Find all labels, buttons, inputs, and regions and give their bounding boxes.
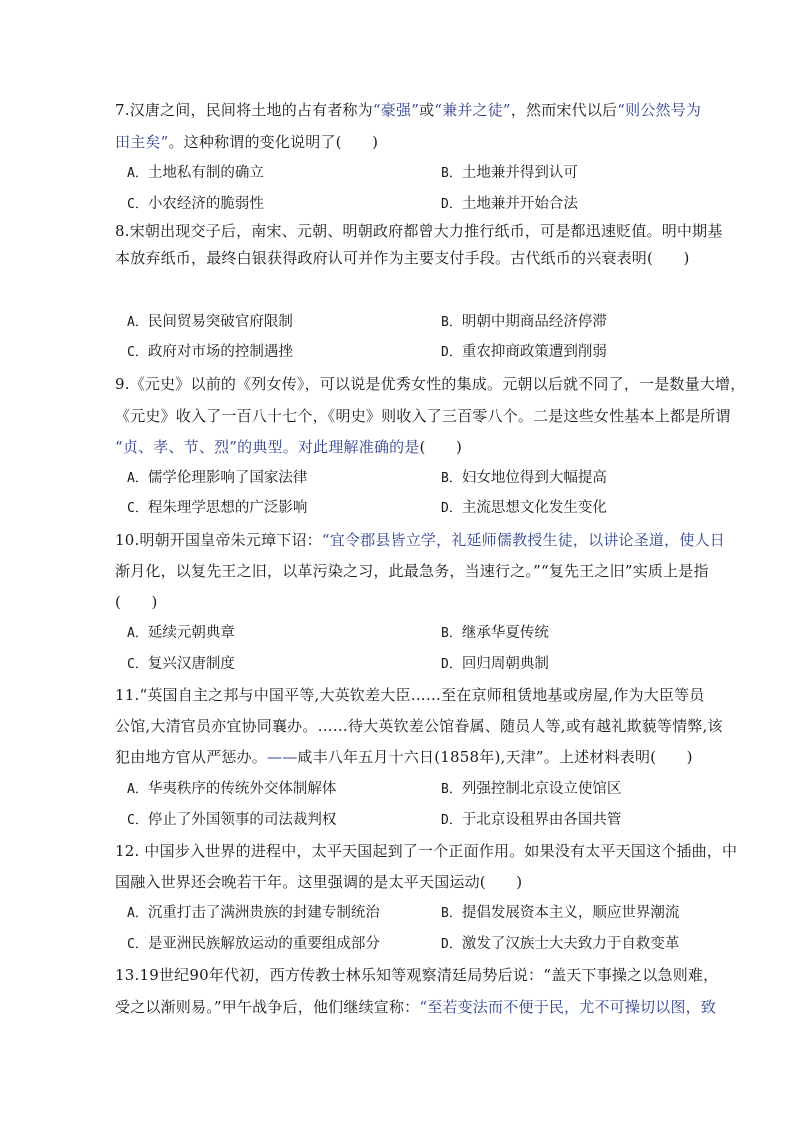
- option-text: 沉重打击了满洲贵族的封建专制统治: [147, 905, 380, 921]
- q7-stem-line-1: [115, 100, 701, 120]
- q13-text-segment: 13.19世纪90年代初，西方传教士林乐知等观察清廷局势后说：“盖天下事操之以急则难，: [115, 966, 719, 984]
- q8-text-segment: 本放弃纸币，最终白银获得政府认可并作为主要支付手段。古代纸币的兴衰表明( ): [115, 249, 690, 267]
- q8-option-b: [441, 312, 607, 333]
- q13-stem-line-2: [115, 997, 716, 1017]
- q13-text-segment: 受之以渐则易。”甲午战争后，他们继续宣称：: [115, 998, 420, 1016]
- option-label: B．: [441, 315, 462, 330]
- option-label: D．: [441, 345, 462, 360]
- option-label: A．: [127, 166, 148, 181]
- option-text: 小农经济的脆弱性: [147, 196, 264, 212]
- q9-option-d: [441, 498, 607, 519]
- option-label: D．: [441, 197, 462, 212]
- option-label: A．: [127, 626, 148, 641]
- option-text: 华夷秩序的传统外交体制解体: [147, 781, 337, 797]
- option-text: 延续元朝典章: [147, 625, 235, 641]
- q8-option-c: [127, 342, 293, 363]
- q7-text-segment: 。这种称谓的变化说明了( ): [168, 133, 379, 151]
- q7-option-b: [441, 163, 578, 184]
- option-text: 民间贸易突破官府限制: [147, 314, 293, 330]
- option-label: C．: [127, 813, 148, 828]
- option-text: 妇女地位得到大幅提高: [461, 470, 607, 486]
- q10-text-segment: “宜令郡县皆立学，礼延师儒教授生徒，以讲论圣道，使人日: [321, 531, 725, 549]
- option-text: 土地私有制的确立: [147, 165, 264, 181]
- option-label: D．: [441, 501, 462, 516]
- q12-option-b: [441, 903, 679, 924]
- option-text: 停止了外国领事的司法裁判权: [147, 812, 337, 828]
- q11-option-a: [127, 779, 336, 800]
- option-label: D．: [441, 813, 462, 828]
- option-label: A．: [127, 906, 148, 921]
- option-text: 主流思想文化发生变化: [461, 500, 607, 516]
- q8-text-segment: 8.宋朝出现交子后，南宋、元朝、明朝政府都曾大力推行纸币，可是都迅速贬值。明中期基: [115, 222, 723, 240]
- option-label: A．: [127, 782, 148, 797]
- option-text: 儒学伦理影响了国家法律: [147, 470, 308, 486]
- q12-stem-line-1: [115, 841, 737, 861]
- option-text: 明朝中期商品经济停滞: [461, 314, 607, 330]
- q10-stem-line-2: [115, 561, 709, 581]
- q11-text-segment: ——: [267, 748, 298, 766]
- option-text: 政府对市场的控制遇挫: [147, 344, 293, 360]
- q11-text-segment: 咸丰八年五月十六日(1858年),天津”。上述材料表明( ): [297, 748, 693, 766]
- option-text: 于北京设租界由各国共管: [461, 812, 622, 828]
- q11-stem-line-3: [115, 747, 693, 767]
- q7-text-segment: “豪强”: [372, 101, 420, 119]
- q11-option-d: [441, 810, 621, 831]
- q11-text-segment: 犯由地方官从严惩办。: [115, 748, 268, 766]
- q12-option-a: [127, 903, 380, 924]
- option-label: C．: [127, 937, 148, 952]
- q7-text-segment: “兼并之徒”: [434, 101, 511, 119]
- q8-option-d: [441, 342, 607, 363]
- option-label: C．: [127, 657, 148, 672]
- option-label: A．: [127, 471, 148, 486]
- q12-option-c: [127, 934, 380, 955]
- q10-stem-line-3: [115, 592, 158, 612]
- q12-stem-line-2: [115, 872, 522, 892]
- q9-text-segment: ( ): [419, 438, 463, 456]
- q8-option-a: [127, 312, 293, 333]
- q7-option-a: [127, 163, 264, 184]
- q10-text-segment: 渐月化，以复先王之旧，以革污染之习，此最急务，当速行之。”“复先王之旧”实质上是指: [115, 562, 709, 580]
- option-label: C．: [127, 197, 148, 212]
- q7-text-segment: 或: [419, 101, 435, 119]
- q8-stem-line-1: [115, 221, 723, 241]
- q12-option-d: [441, 934, 679, 955]
- q9-text-segment: 《元史》收入了一百八十七个，《明史》则收入了三百零八个。二是这些女性基本上都是所谓: [115, 407, 731, 425]
- q7-stem-line-2: [115, 132, 378, 152]
- option-text: 回归周朝典制: [461, 656, 549, 672]
- q11-stem-line-1: [115, 685, 704, 705]
- q11-stem-line-2: [115, 716, 723, 736]
- option-text: 继承华夏传统: [461, 625, 549, 641]
- option-label: B．: [441, 471, 462, 486]
- q9-option-b: [441, 468, 607, 489]
- option-label: D．: [441, 657, 462, 672]
- q9-stem-line-2: [115, 406, 731, 426]
- q9-option-a: [127, 468, 307, 489]
- q9-option-c: [127, 498, 307, 519]
- q7-text-segment: 田主矣”: [115, 133, 169, 151]
- q7-option-d: [441, 194, 578, 215]
- q7-option-c: [127, 194, 264, 215]
- q11-option-b: [441, 779, 621, 800]
- q11-text-segment: 11.“英国自主之邦与中国平等,大英钦差大臣……至在京师租赁地基或房屋,作为大臣等员: [115, 686, 705, 704]
- option-text: 土地兼并得到认可: [461, 165, 578, 181]
- option-text: 土地兼并开始合法: [461, 196, 578, 212]
- q9-text-segment: 9.《元史》以前的《列女传》，可以说是优秀女性的集成。元朝以后就不同了，一是数量大增，: [115, 375, 746, 393]
- q11-text-segment: 公馆,大清官员亦宜协同襄办。……待大英钦差公馆眷属、随员人等,或有越礼欺藐等情弊,该: [115, 717, 723, 735]
- option-text: 列强控制北京设立使馆区: [461, 781, 622, 797]
- q7-text-segment: 7.汉唐之间，民间将土地的占有者称为: [115, 101, 373, 119]
- q10-stem-line-1: [115, 530, 725, 550]
- q10-option-d: [441, 654, 549, 675]
- q11-option-c: [127, 810, 336, 831]
- q9-text-segment: “贞、孝、节、烈”的典型。对此理解准确的是: [115, 438, 420, 456]
- option-label: B．: [441, 166, 462, 181]
- option-label: C．: [127, 345, 148, 360]
- q13-text-segment: “至若变法而不便于民，尤不可操切以图，致: [419, 998, 717, 1016]
- option-text: 是亚洲民族解放运动的重要组成部分: [147, 936, 380, 952]
- q10-text-segment: ( ): [115, 593, 158, 611]
- option-label: B．: [441, 626, 462, 641]
- option-label: C．: [127, 501, 148, 516]
- option-text: 程朱理学思想的广泛影响: [147, 500, 308, 516]
- option-text: 提倡发展资本主义，顺应世界潮流: [461, 905, 680, 921]
- q10-text-segment: 10.明朝开国皇帝朱元璋下诏：: [115, 531, 322, 549]
- q8-stem-line-2: [115, 248, 690, 268]
- q9-stem-line-3: [115, 437, 462, 457]
- q7-text-segment: “则公然号为: [617, 101, 702, 119]
- q12-text-segment: 国融入世界还会晚若干年。这里强调的是太平天国运动( ): [115, 873, 523, 891]
- q13-stem-line-1: [115, 965, 718, 985]
- q9-stem-line-1: [115, 374, 745, 394]
- q10-option-c: [127, 654, 235, 675]
- q10-option-a: [127, 623, 235, 644]
- option-text: 激发了汉族士大夫致力于自救变革: [461, 936, 680, 952]
- option-label: B．: [441, 906, 462, 921]
- option-text: 复兴汉唐制度: [147, 656, 235, 672]
- q12-text-segment: 12. 中国步入世界的进程中，太平天国起到了一个正面作用。如果没有太平天国这个插曲，中: [115, 842, 738, 860]
- option-text: 重农抑商政策遭到削弱: [461, 344, 607, 360]
- q10-option-b: [441, 623, 549, 644]
- option-label: B．: [441, 782, 462, 797]
- option-label: A．: [127, 315, 148, 330]
- option-label: D．: [441, 937, 462, 952]
- q7-text-segment: ，然而宋代以后: [510, 101, 618, 119]
